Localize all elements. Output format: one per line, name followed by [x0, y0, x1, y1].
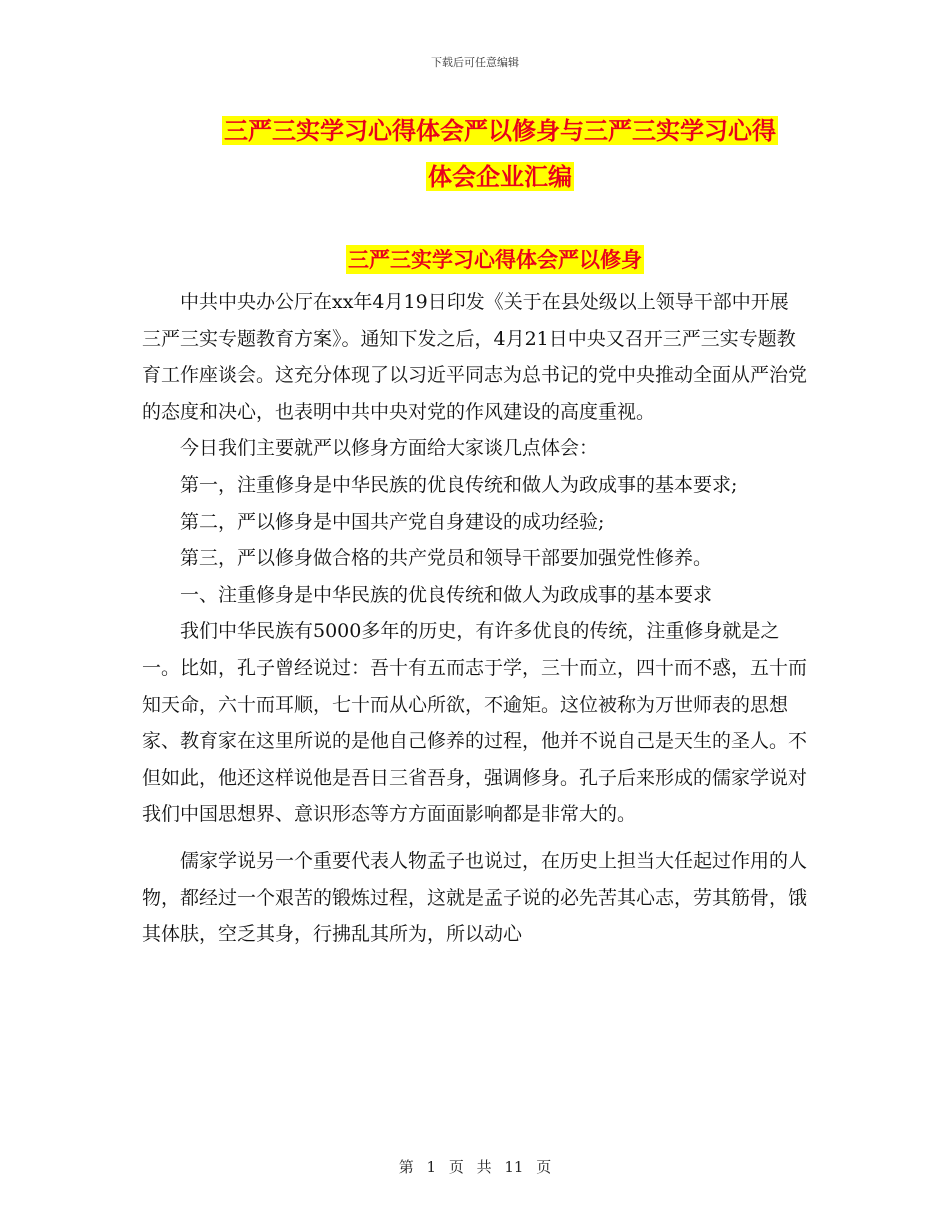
paragraph-intro: 中共中央办公厅在xx年4月19日印发《关于在县处级以上领导干部中开展三严三实专题教育方案》。通知下发之后，4月21日中央又召开三严三实专题教育工作座谈会。这充分体现了以习近平同志为总书记的党中央推动全面从严治党的态度和决心，也表明中共中央对党的作风建设的高度重视。: [142, 291, 808, 423]
section-heading-text: 三严三实学习心得体会严以修身: [348, 247, 642, 272]
document-title-line-1: 三严三实学习心得体会严以修身与三严三实学习心得: [224, 116, 776, 145]
paragraph-point-1: 第一，注重修身是中华民族的优良传统和做人为政成事的基本要求;: [180, 473, 738, 496]
page-footer-number: 第 1 页 共 11 页: [398, 1158, 552, 1176]
document-title: [150, 108, 850, 200]
page-header-note: 下载后可任意编辑: [431, 56, 519, 69]
paragraph-confucius: 我们中华民族有5000多年的历史，有许多优良的传统，注重修身就是之一。比如，孔子曾经说过：吾十有五而志于学，三十而立，四十而不惑，五十而知天命，六十而耳顺，七十而从心所欲，不逾矩。这位被称为万世师表的思想家、教育家在这里所说的是他自己修养的过程，他并不说自己是天生的圣人。不但如此，他还这样说他是吾日三省吾身，强调修身。孔子后来形成的儒家学说对我们中国思想界、意识形态等方方面面影响都是非常大的。: [142, 620, 808, 826]
document-body: [142, 284, 807, 953]
document-title-line-2: 体会企业汇编: [428, 162, 572, 191]
paragraph-lead: 今日我们主要就严以修身方面给大家谈几点体会：: [180, 437, 599, 460]
subheading-part-1: 一、注重修身是中华民族的优良传统和做人为政成事的基本要求: [180, 583, 713, 606]
paragraph-mencius: 儒家学说另一个重要代表人物孟子也说过，在历史上担当大任起过作用的人物，都经过一个艰苦的锻炼过程，这就是孟子说的必先苦其心志，劳其筋骨，饿其体肤，空乏其身，行拂乱其所为，所以动心: [142, 849, 808, 946]
paragraph-point-3: 第三，严以修身做合格的共产党员和领导干部要加强党性修养。: [180, 547, 713, 570]
section-heading: [0, 244, 950, 274]
paragraph-point-2: 第二，严以修身是中国共产党自身建设的成功经验;: [180, 510, 605, 533]
